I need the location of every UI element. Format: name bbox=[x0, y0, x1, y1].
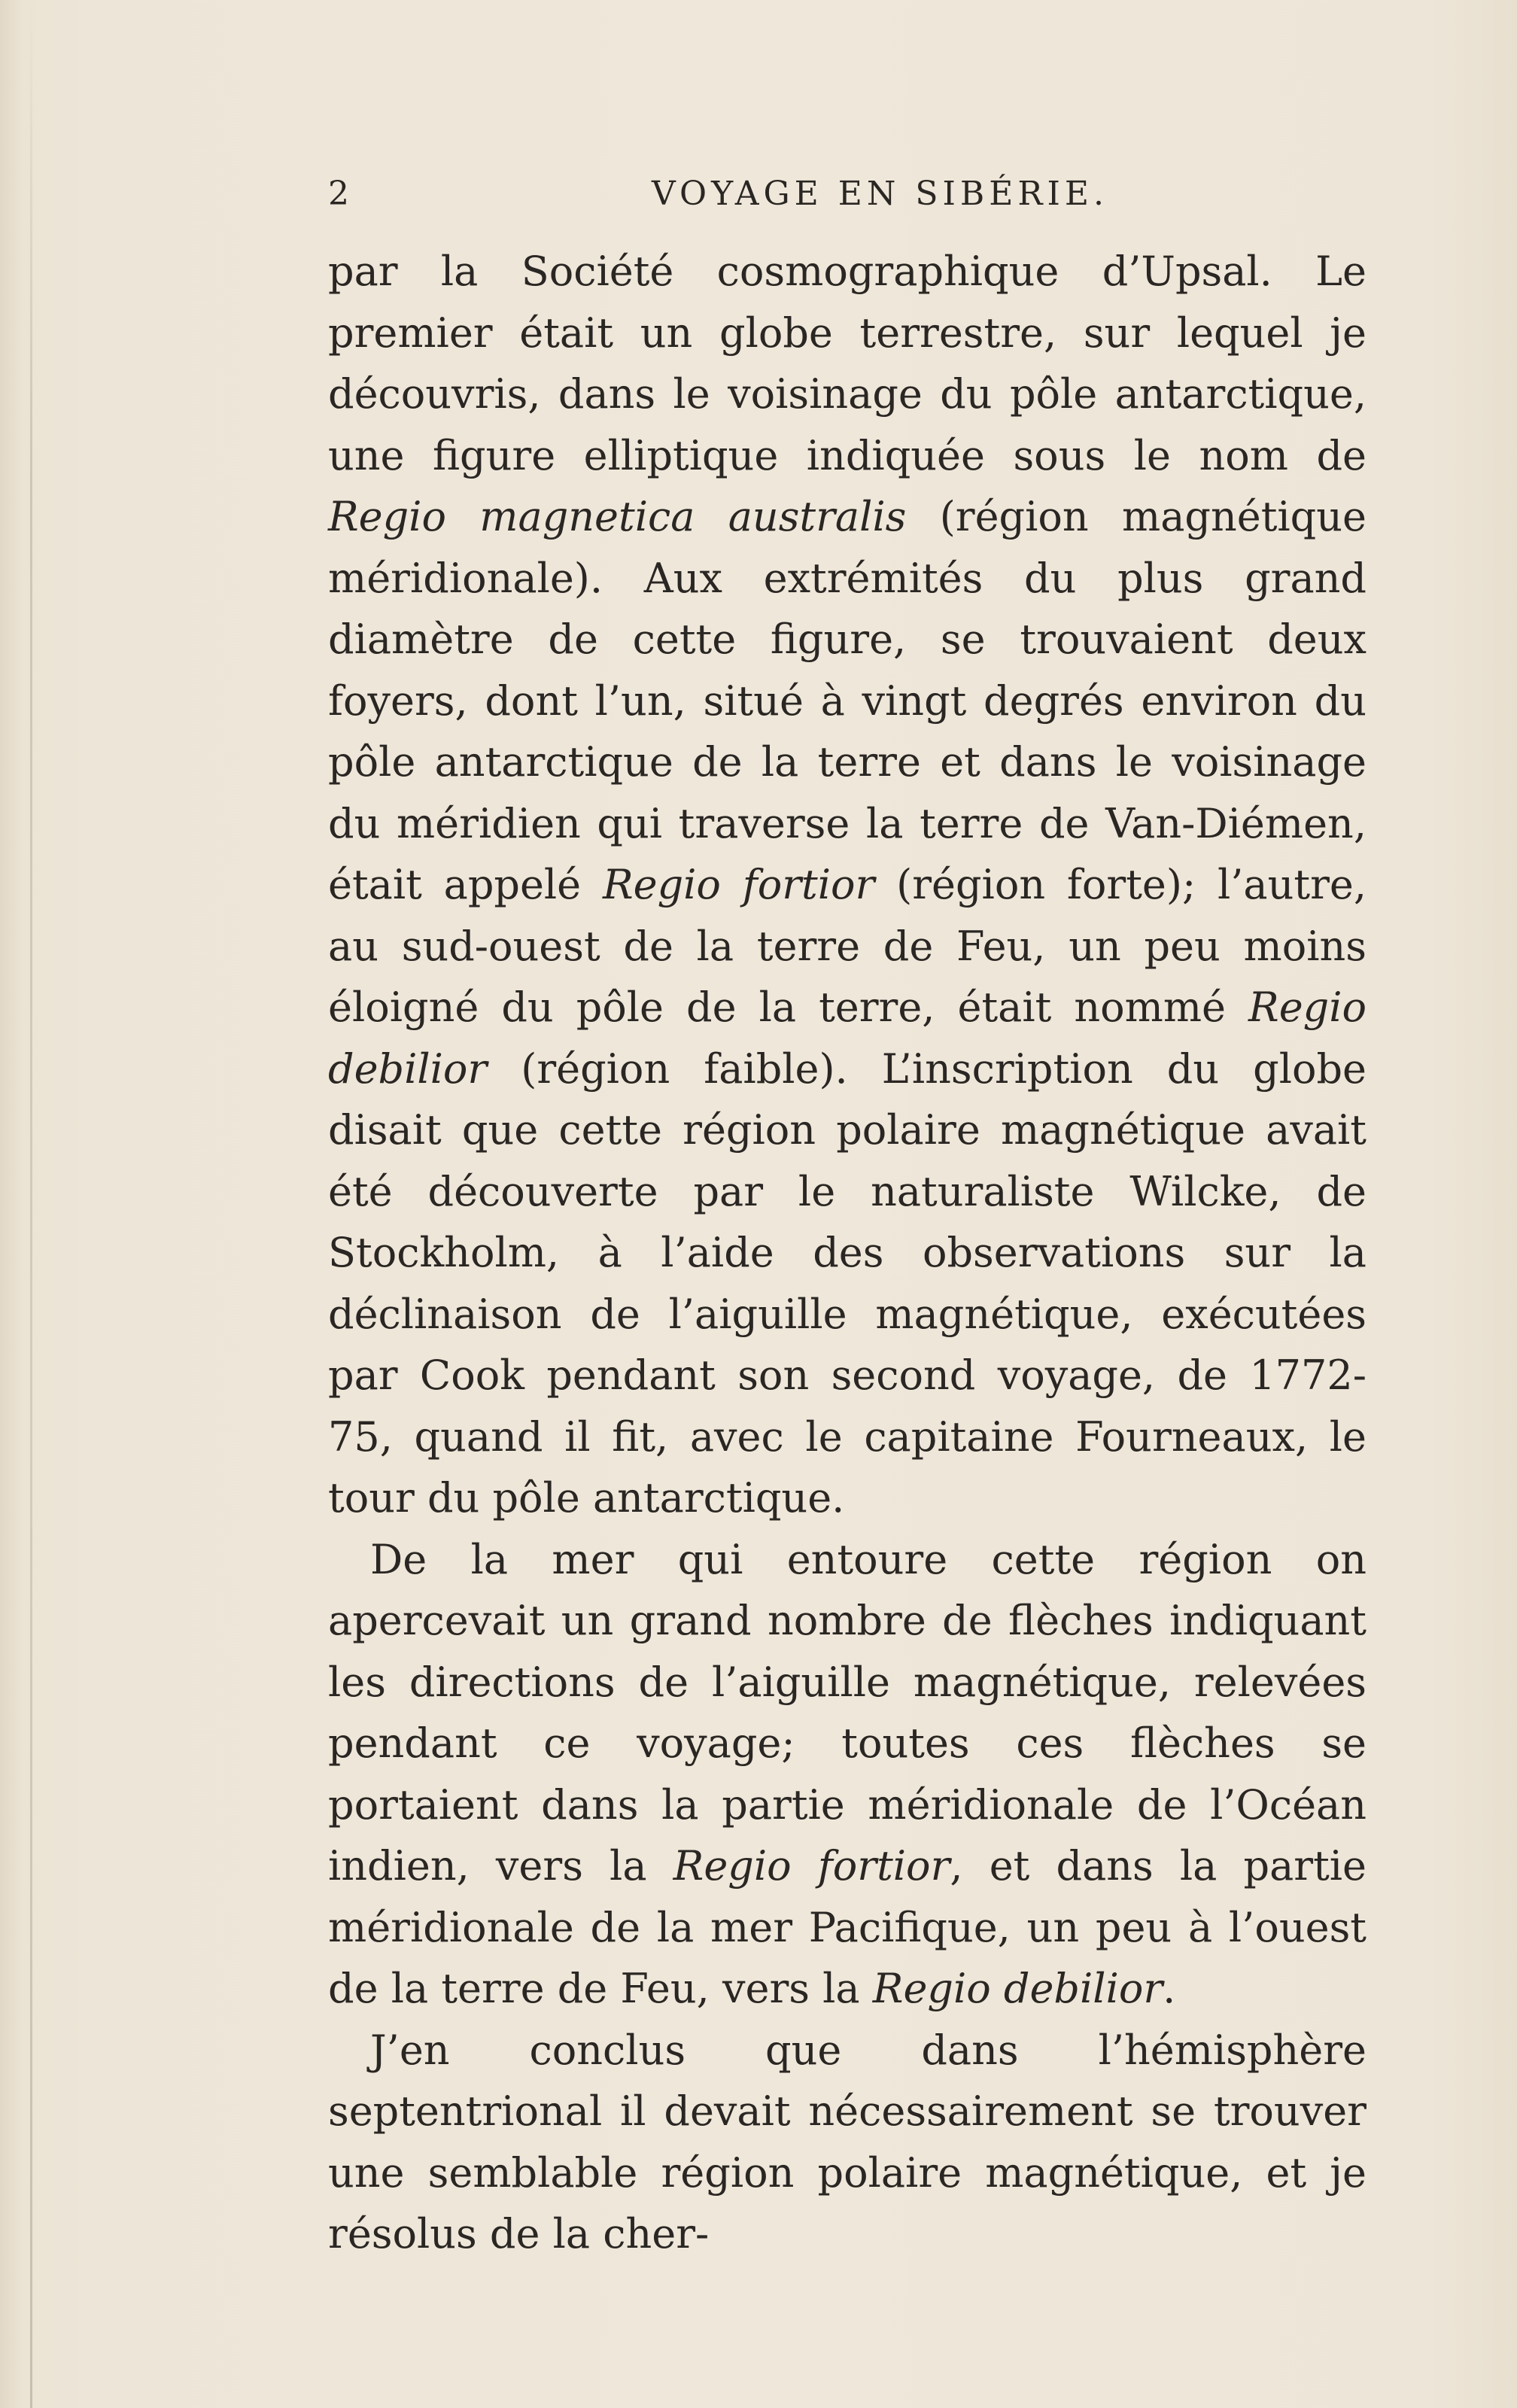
page-header bbox=[328, 172, 1367, 217]
italic-regio-fortior: Regio fortior bbox=[602, 861, 875, 908]
body-text bbox=[328, 241, 1367, 2265]
italic-regio-fortior-2: Regio fortior bbox=[673, 1842, 950, 1890]
paragraph-1-text-1: par la Société cosmographique d’Upsal. Le premier était un globe terrestre, sur lequel je découvris, dans le voisinage du pôle antarctique, une figure elliptique indiquée sous le nom de bbox=[328, 248, 1367, 479]
running-title: VOYAGE EN SIBÉRIE. bbox=[652, 175, 1108, 213]
page-gutter-edge bbox=[30, 0, 32, 2408]
paragraph-1-text-3: (région forte); l’autre, au sud-ouest de la terre de Feu, un peu moins éloigné du pôle de la terre, était nommé bbox=[328, 861, 1367, 1031]
paragraph-3-text-1: J’en conclus que dans l’hémisphère septentrional il devait nécessairement se trouver une semblable région polaire magnétique, et je résolus de la cher- bbox=[328, 2026, 1367, 2258]
italic-regio-debilior: Regio debilior bbox=[328, 984, 1367, 1093]
paragraph-2-text-1: De la mer qui entoure cette région on apercevait un grand nombre de flèches indiquant les directions de l’aiguille magnétique, relevées pendant ce voyage; toutes ces flèches se portaient dans la partie méridionale de l’Océan indien, vers la bbox=[328, 1535, 1367, 1890]
italic-regio-debilior-2: Regio debilior bbox=[872, 1965, 1163, 2012]
italic-regio-magnetica-australis: Regio magnetica australis bbox=[328, 493, 907, 540]
paragraph-2-text-2: , et dans la partie méridionale de la mer Pacifique, un peu à l’ouest de la terre de Feu, vers la bbox=[328, 1842, 1367, 2012]
paragraph-1 bbox=[328, 241, 1367, 1529]
page-number: 2 bbox=[328, 175, 349, 213]
paragraph-1-text-2: (région magnétique méridionale). Aux extrémités du plus grand diamètre de cette figure, se trouvaient deux foyers, dont l’un, situé à vingt degrés environ du pôle antarctique de la terre et dans le voisinage du méridien qui traverse la terre de Van-Diémen, était appelé bbox=[328, 493, 1367, 908]
paragraph-2 bbox=[328, 1529, 1367, 2020]
paragraph-3 bbox=[328, 2020, 1367, 2265]
paragraph-2-text-3: . bbox=[1163, 1965, 1176, 2012]
paragraph-1-text-4: (région faible). L’inscription du globe disait que cette région polaire magnétique avait été découverte par le naturaliste Wilcke, de Stockholm, à l’aide des observations sur la déclinaison de l’aiguille magnétique, exécutées par Cook pendant son second voyage, de 1772-75, quand il fit, avec le capitaine Fourneaux, le tour du pôle antarctique. bbox=[328, 1044, 1367, 1522]
